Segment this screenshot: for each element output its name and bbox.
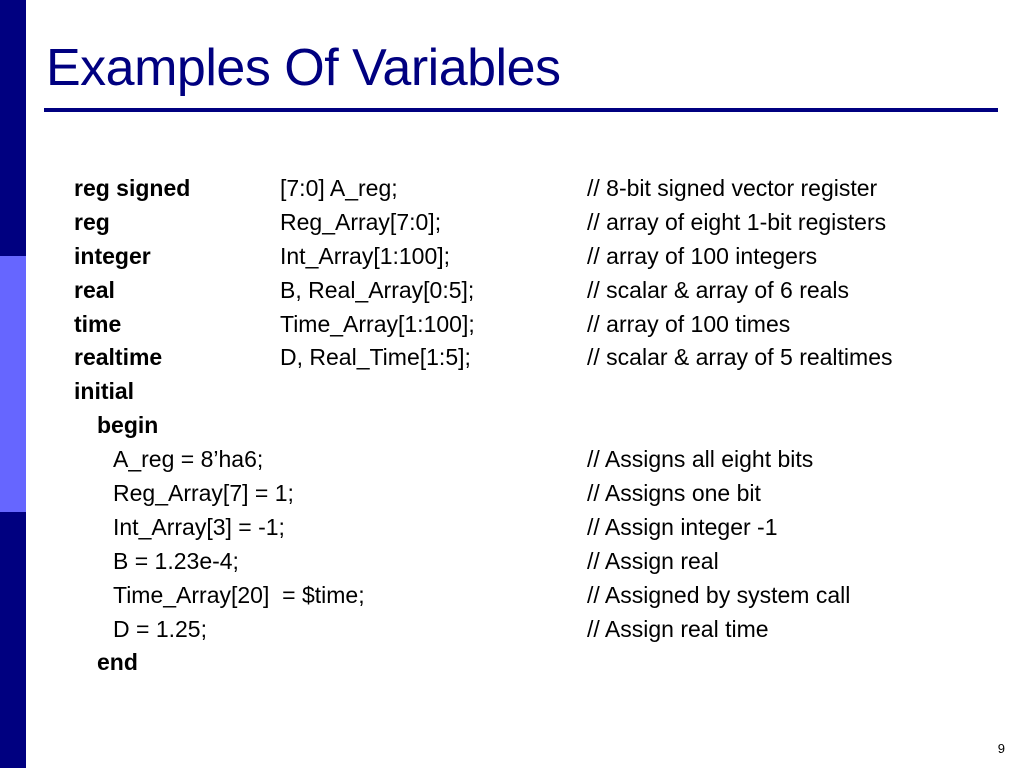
code-comment: // array of eight 1-bit registers (587, 208, 887, 235)
statement-line (0, 613, 1024, 647)
statement-code: A_reg = 8’ha6; (113, 446, 264, 473)
title-underline (44, 108, 998, 112)
declaration-line (0, 172, 1024, 206)
statement-code: D = 1.25; (113, 615, 207, 642)
code-comment: // scalar & array of 6 reals (587, 276, 850, 303)
statement-code: B = 1.23e-4; (113, 547, 239, 574)
declaration-type: integer (74, 242, 151, 269)
declaration-name: Int_Array[1:100]; (280, 242, 451, 269)
code-comment: // Assigns all eight bits (587, 446, 814, 473)
code-block (0, 172, 1024, 680)
code-comment: // Assigned by system call (587, 581, 851, 608)
declaration-name: Time_Array[1:100]; (280, 310, 475, 337)
statement-line (0, 511, 1024, 545)
statement-code: Int_Array[3] = -1; (113, 513, 285, 540)
declaration-type: time (74, 310, 122, 337)
declaration-type: realtime (74, 344, 163, 371)
initial-keyword: initial (74, 378, 135, 405)
slide-title: Examples Of Variables (46, 39, 561, 97)
declaration-name: [7:0] A_reg; (280, 175, 398, 201)
code-comment: // scalar & array of 5 realtimes (587, 344, 893, 371)
statement-line (0, 443, 1024, 477)
end-keyword: end (97, 649, 138, 676)
code-comment: // Assign real time (587, 615, 769, 642)
statement-code: Reg_Array[7] = 1; (113, 480, 294, 507)
declaration-line (0, 341, 1024, 375)
page-number: 9 (997, 741, 1005, 756)
initial-line (0, 375, 1024, 409)
code-comment: // 8-bit signed vector register (587, 175, 878, 201)
declaration-type: reg signed (74, 175, 191, 201)
declaration-type: real (74, 276, 115, 303)
code-comment: // array of 100 integers (587, 242, 818, 269)
statement-line (0, 579, 1024, 613)
statement-code: Time_Array[20] = $time; (113, 581, 365, 608)
declaration-name: D, Real_Time[1:5]; (280, 344, 471, 371)
code-comment: // Assign real (587, 547, 719, 574)
declaration-type: reg (74, 208, 110, 235)
begin-keyword: begin (97, 412, 159, 439)
declaration-line (0, 308, 1024, 342)
code-comment: // array of 100 times (587, 310, 791, 337)
declaration-line (0, 206, 1024, 240)
declaration-line (0, 240, 1024, 274)
begin-line (0, 409, 1024, 443)
statement-line (0, 545, 1024, 579)
end-line (0, 646, 1024, 680)
declaration-line (0, 274, 1024, 308)
declaration-name: B, Real_Array[0:5]; (280, 276, 475, 303)
statement-line (0, 477, 1024, 511)
code-comment: // Assigns one bit (587, 480, 761, 507)
code-comment: // Assign integer -1 (587, 513, 778, 540)
declaration-name: Reg_Array[7:0]; (280, 208, 442, 235)
